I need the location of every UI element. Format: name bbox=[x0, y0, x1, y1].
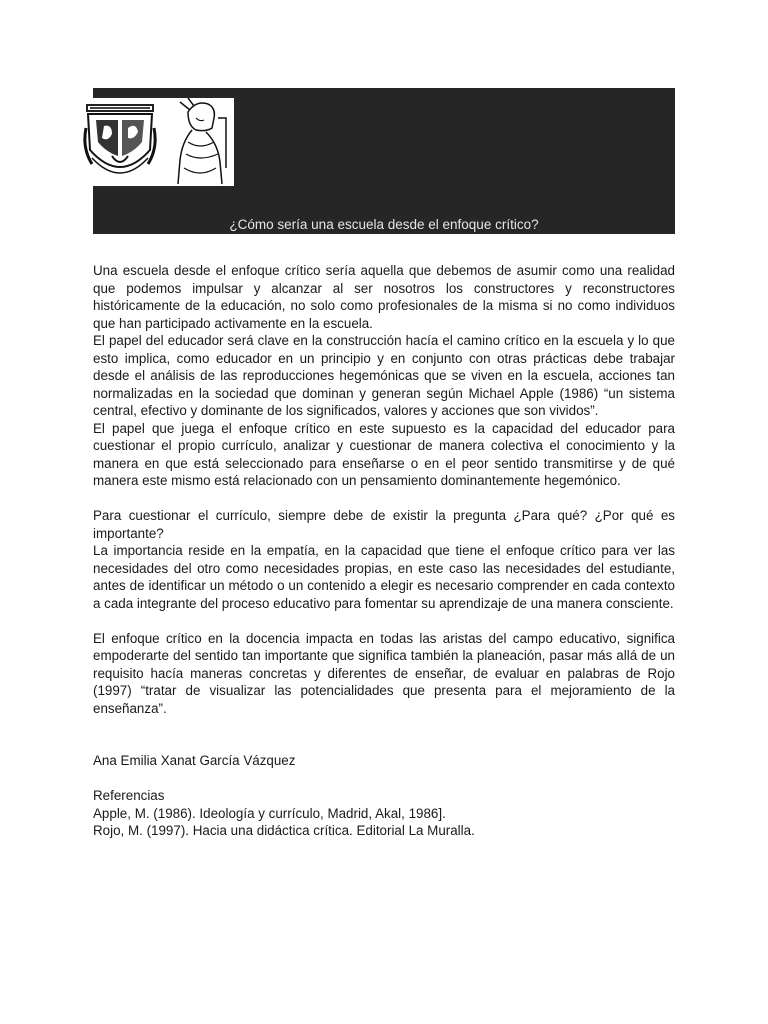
spacer bbox=[93, 735, 675, 753]
logo-box bbox=[80, 98, 234, 186]
author-name: Ana Emilia Xanat García Vázquez bbox=[93, 753, 296, 768]
paragraph-4: Para cuestionar el currículo, siempre debe de existir la pregunta ¿Para qué? ¿Por qué es importante? bbox=[93, 508, 675, 541]
spacer bbox=[93, 612, 675, 630]
paragraph-3: El papel que juega el enfoque crítico en este supuesto es la capacidad del educador para cuestionar el propio currículo, analizar y cuestionar de manera colectiva el conocimiento y la manera en que está seleccionado para enseñarse o en el peor sentido transmitirse y de qué manera este mismo está relacionado con un pensamiento dominantemente hegemónico. bbox=[93, 420, 675, 488]
paragraph-6: El enfoque crítico en la docencia impacta en todas las aristas del campo educativo, significa empoderarte del sentido tan importante que significa también la planeación, pasar más allá de un requisito hacía maneras concretas y diferentes de enseñar, de evaluar en palabras de Rojo (1997) “tratar de visualizar las potencialidades que presenta para el mejoramiento de la enseñanza”. bbox=[93, 630, 675, 716]
unam-crest-icon bbox=[82, 98, 158, 186]
paragraph-2: El papel del educador será clave en la construcción hacía el camino crítico en la escuela y lo que esto implica, como educador en un principio y en conjunto con otras prácticas debe trabajar desde el análisis de las reproducciones hegemónicas que se viven en la escuela, acciones tan normalizadas en la sociedad que dominan y generan según Michael Apple (1986) “un sistema central, efectivo y dominante de los significados, valores y acciones que son vividos”. bbox=[93, 333, 675, 418]
spacer bbox=[93, 717, 675, 735]
document-body bbox=[93, 262, 675, 840]
spacer bbox=[93, 490, 675, 508]
references-heading: Referencias bbox=[93, 788, 165, 803]
paragraph-5: La importancia reside en la empatía, en la capacidad que tiene el enfoque crítico para ver las necesidades del otro como necesidades propias, en este caso las necesidades del estudiante, antes de identificar un método o un contenido a elegir es necesario comprender en cada contexto a cada integrante del proceso educativo para fomentar su aprendizaje de una manera consciente. bbox=[93, 543, 675, 611]
paragraph-1: Una escuela desde el enfoque crítico sería aquella que debemos de asumir como una realidad que podemos impulsar y alcanzar al ser nosotros los constructores y reconstructores históricamente de la educación, no solo como profesionales de la misma si no como individuos que han participado activamente en la escuela. bbox=[93, 263, 675, 331]
athena-figure-icon bbox=[166, 98, 232, 186]
reference-item: Apple, M. (1986). Ideología y currículo, Madrid, Akal, 1986]. bbox=[93, 805, 446, 821]
spacer bbox=[93, 770, 675, 788]
document-title: ¿Cómo sería una escuela desde el enfoque crítico? bbox=[229, 217, 539, 232]
reference-item: Rojo, M. (1997). Hacia una didáctica crítica. Editorial La Muralla. bbox=[93, 823, 475, 838]
